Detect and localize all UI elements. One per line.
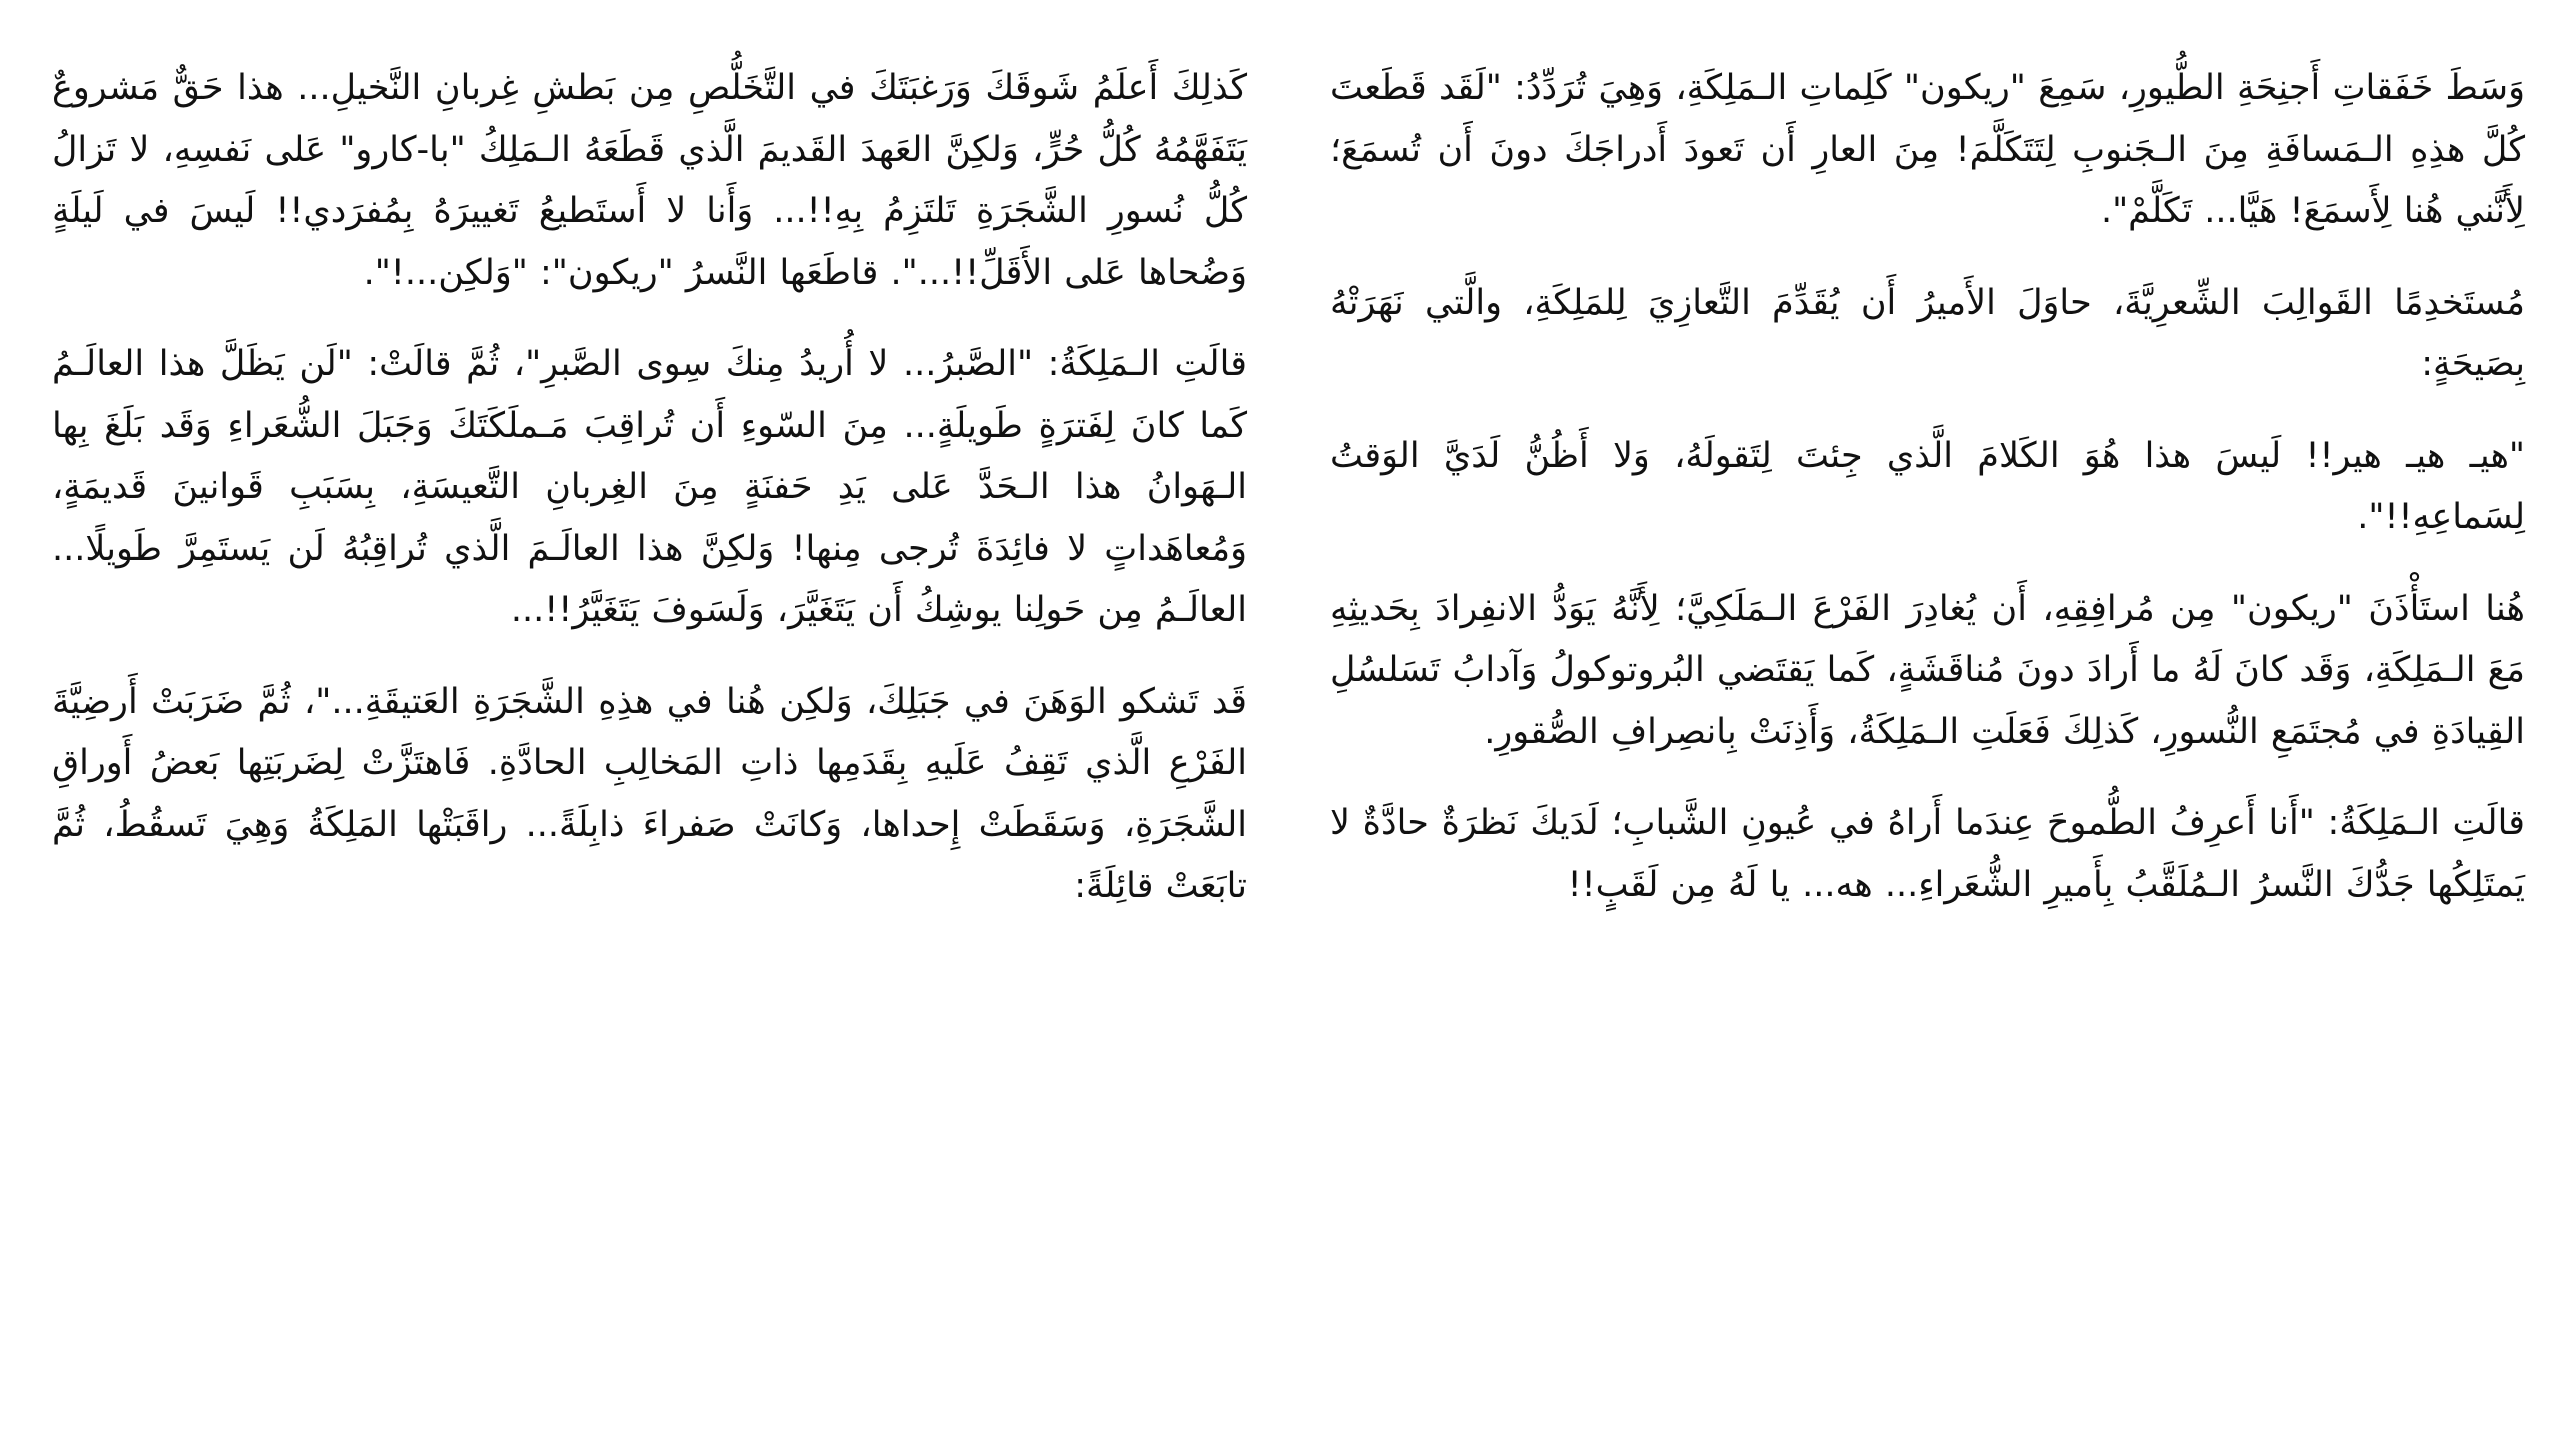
paragraph: قالَتِ الـمَلِكَةُ: "أَنا أَعرِفُ الطُّموحَ عِندَما أَراهُ في عُيونِ الشَّبابِ؛ لَدَيكَ نَظرَةٌ حادَّةٌ لا يَمتَلِكُها جَدُّكَ النَّسرُ الـمُلَقَّبُ بِأَميرِ الشُّعَراءِ... هه... يا لَهُ مِن لَقَبٍ!! bbox=[1330, 803, 2525, 905]
paragraph: وَسَطَ خَفَقاتِ أَجنِحَةِ الطُّيورِ، سَمِعَ "ريكون" كَلِماتِ الـمَلِكَةِ، وَهِيَ تُرَدِّدُ: "لَقَد قَطَعتَ كُلَّ هذِهِ الـمَسافَةِ مِنَ الـجَنوبِ لِتَتَكَلَّمَ! مِنَ العارِ أَن تَعودَ أَدراجَكَ دونَ أَن تُسمَعَ؛ لِأَنَّني هُنا لِأَسمَعَ! هَيَّا... تَكَلَّمْ". bbox=[1330, 68, 2525, 231]
paragraph: قَد تَشكو الوَهَنَ في جَبَلِكَ، وَلكِن هُنا في هذِهِ الشَّجَرَةِ العَتيقَةِ..."، ثُمَّ ضَرَبَتْ أَرضِيَّةَ الفَرْعِ الَّذي تَقِفُ عَلَيهِ بِقَدَمِها ذاتِ المَخالِبِ الحادَّةِ. فَاهتَزَّتْ لِضَربَتِها بَعضُ أَوراقِ الشَّجَرَةِ، وَسَقَطَتْ إِحداها، وَكانَتْ صَفراءَ ذابِلَةً... راقَبَتْها المَلِكَةُ وَهِيَ تَسقُطُ، ثُمَّ تابَعَتْ قائِلَةً: bbox=[52, 681, 1247, 906]
paragraph: هُنا استَأْذَنَ "ريكون" مِن مُرافِقِهِ، أَن يُغادِرَ الفَرْعَ الـمَلَكِيَّ؛ لِأَنَّهُ يَوَدُّ الانفِرادَ بِحَديثِهِ مَعَ الـمَلِكَةِ، وَقَد كانَ لَهُ ما أَرادَ دونَ مُناقَشَةٍ، كَما يَقتَضي البُروتوكولُ وَآدابُ تَسَلسُلِ القِيادَةِ في مُجتَمَعِ النُّسورِ، كَذلِكَ فَعَلَتِ الـمَلِكَةُ، وَأَذِنَتْ بِانصِرافِ الصُّقورِ. bbox=[1330, 588, 2525, 752]
paragraph: قالَتِ الـمَلِكَةُ: "الصَّبرُ... لا أُريدُ مِنكَ سِوى الصَّبرِ"، ثُمَّ قالَتْ: "لَن يَظَلَّ هذا العالَـمُ كَما كانَ لِفَترَةٍ طَويلَةٍ... مِنَ السّوءِ أَن تُراقِبَ مَـملَكَتَكَ وَجَبَلَ الشُّعَراءِ وَقَد بَلَغَ بِها الـهَوانُ هذا الـحَدَّ عَلى يَدِ حَفنَةٍ مِنَ الغِربانِ التَّعيسَةِ، بِسَبَبِ قَوانينَ قَديمَةٍ، وَمُعاهَداتٍ لا فائِدَةَ تُرجى مِنها! وَلكِنَّ هذا العالَـمَ الَّذي تُراقِبُهُ لَن يَستَمِرَّ طَويلًا... العالَـمُ مِن حَولِنا يوشِكُ أَن يَتَغَيَّرَ، وَلَسَوفَ يَتَغَيَّرُ!!... bbox=[52, 344, 1247, 630]
paragraph: "هيـ هيـ هير!! لَيسَ هذا هُوَ الكَلامَ الَّذي جِئتَ لِتَقولَهُ، وَلا أَظُنُّ لَدَيَّ الوَقتُ لِسَماعِهِ!!". bbox=[1330, 435, 2525, 537]
paragraph: مُستَخدِمًا القَوالِبَ الشِّعرِيَّةَ، حاوَلَ الأَميرُ أَن يُقَدِّمَ التَّعازِيَ لِلمَلِكَةِ، والَّتي نَهَرَتْهُ بِصَيحَةٍ: bbox=[1330, 282, 2525, 384]
paragraph: كَذلِكَ أَعلَمُ شَوقَكَ وَرَغبَتَكَ في التَّخَلُّصِ مِن بَطشِ غِربانِ النَّخيلِ... هذا حَقٌّ مَشروعٌ يَتَفَهَّمُهُ كُلُّ حُرٍّ، وَلكِنَّ العَهدَ القَديمَ الَّذي قَطَعَهُ الـمَلِكُ "با-كارو" عَلى نَفسِهِ، لا تَزالُ كُلُّ نُسورِ الشَّجَرَةِ تَلتَزِمُ بِهِ!!... وَأَنا لا أَستَطيعُ تَغييرَهُ بِمُفرَدي!! لَيسَ في لَيلَةٍ وَضُحاها عَلى الأَقَلِّ!!...". قاطَعَها النَّسرُ "ريكون": "وَلكِن...!". bbox=[52, 68, 1247, 293]
right-page bbox=[1330, 58, 2525, 946]
left-page bbox=[52, 58, 1247, 948]
